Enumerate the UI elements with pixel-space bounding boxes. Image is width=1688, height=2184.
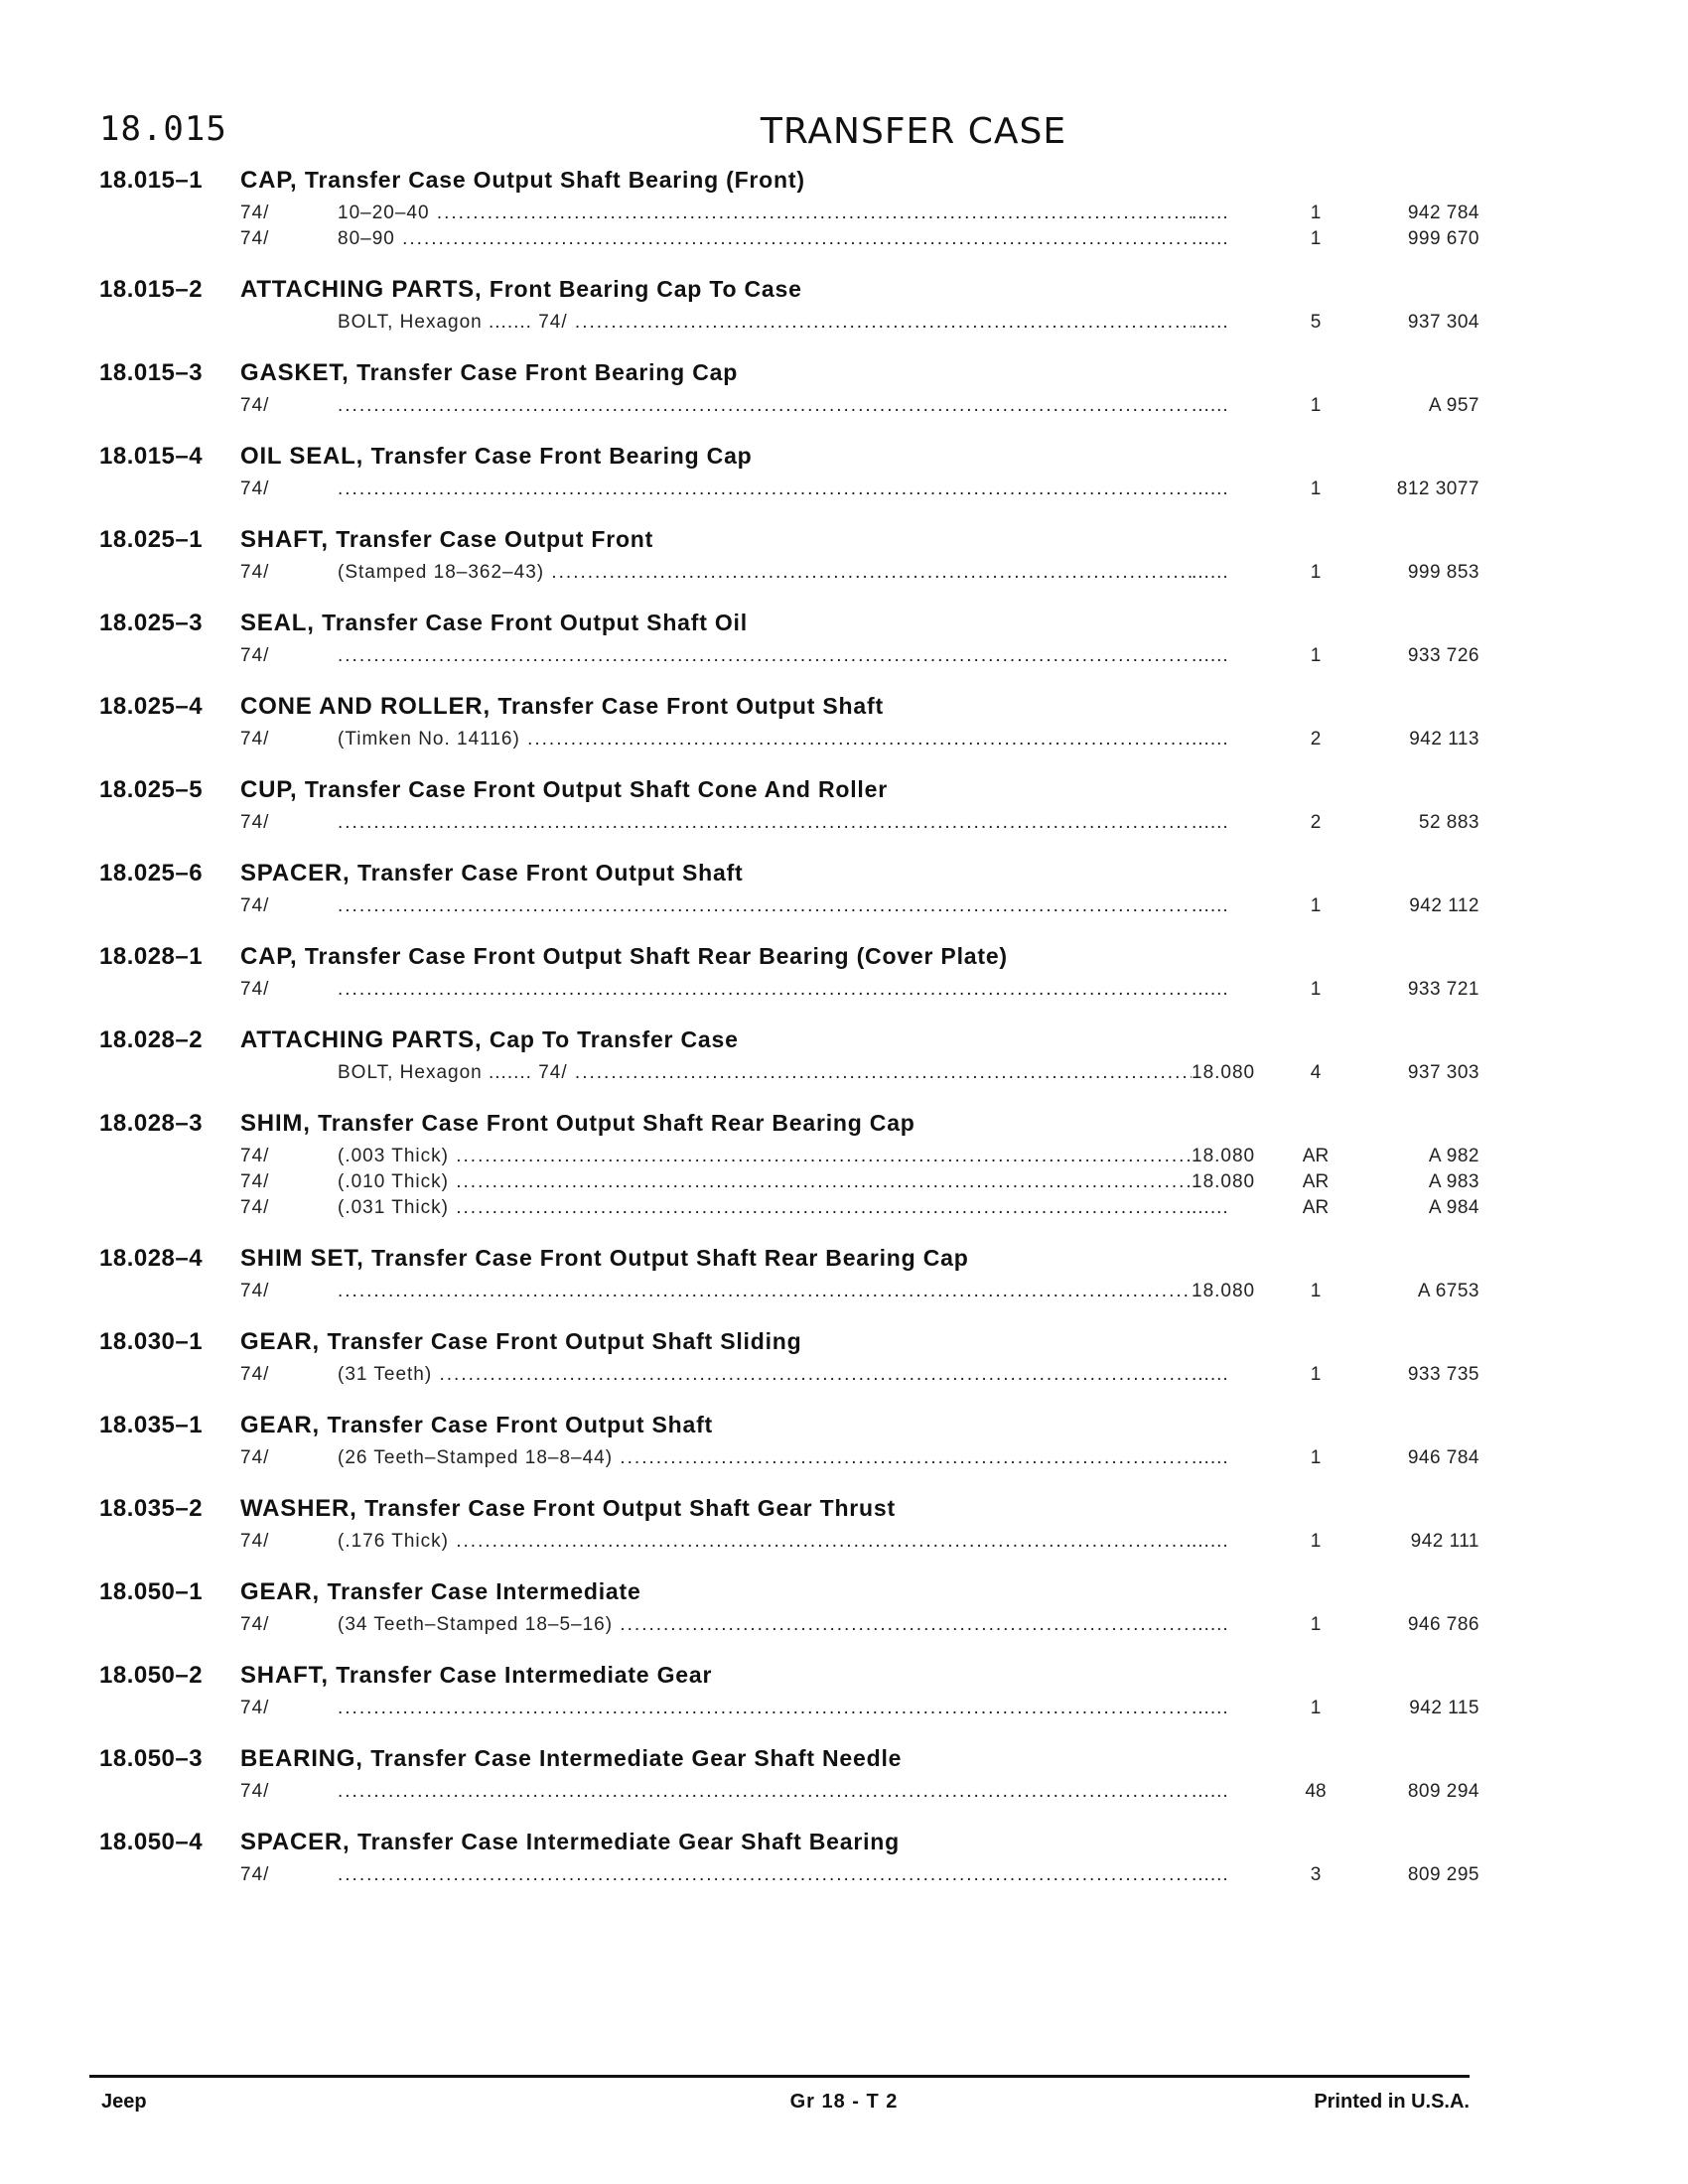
quantity: 1 bbox=[1310, 1698, 1322, 1718]
part-line bbox=[99, 979, 1479, 1005]
ref-number: 18.015–4 bbox=[99, 443, 204, 470]
entry-header bbox=[99, 1662, 1420, 1698]
ref-number: 18.050–2 bbox=[99, 1662, 204, 1689]
entry-header bbox=[99, 526, 1420, 562]
part-line bbox=[99, 729, 1479, 754]
reference-column: ...... bbox=[1192, 228, 1229, 249]
model-code: 74/ bbox=[240, 562, 270, 583]
part-description bbox=[240, 526, 653, 554]
quantity: AR bbox=[1302, 1197, 1330, 1218]
part-number: 942 112 bbox=[1409, 895, 1479, 916]
quantity: 1 bbox=[1310, 1364, 1322, 1385]
parts-entry bbox=[99, 1412, 1479, 1473]
parts-entry bbox=[99, 943, 1479, 1005]
part-description bbox=[240, 943, 1008, 971]
entry-header bbox=[99, 860, 1420, 895]
part-desc-text: Front Bearing Cap To Case bbox=[489, 276, 802, 302]
parts-entry bbox=[99, 776, 1479, 838]
model-code: 74/ bbox=[240, 395, 270, 416]
part-detail: BOLT, Hexagon ....... 74/ ..... bbox=[338, 312, 1192, 334]
ref-number: 18.028–1 bbox=[99, 943, 204, 970]
page-title: TRANSFER CASE bbox=[760, 111, 1067, 152]
part-name: ATTACHING PARTS, bbox=[240, 1026, 483, 1053]
parts-entry bbox=[99, 443, 1479, 504]
part-number: 933 721 bbox=[1407, 979, 1479, 1000]
part-line bbox=[99, 1447, 1479, 1473]
reference-column: ...... bbox=[1192, 1614, 1229, 1635]
part-number: 52 883 bbox=[1418, 812, 1479, 833]
part-desc-text: Transfer Case Front Output Shaft bbox=[497, 693, 884, 719]
model-code: 74/ bbox=[240, 1781, 270, 1802]
parts-entry bbox=[99, 1328, 1479, 1390]
part-description bbox=[240, 1110, 915, 1138]
parts-list bbox=[99, 167, 1479, 1912]
part-detail bbox=[338, 1864, 1192, 1886]
part-description bbox=[240, 776, 888, 804]
part-name: CAP, bbox=[240, 943, 298, 970]
part-name: SHIM SET, bbox=[240, 1245, 364, 1272]
part-name: SHAFT, bbox=[240, 1662, 329, 1689]
model-code: 74/ bbox=[240, 1447, 270, 1468]
parts-entry bbox=[99, 860, 1479, 921]
quantity: 3 bbox=[1310, 1864, 1322, 1885]
part-detail: (Timken No. 14116) ..... bbox=[338, 729, 1192, 751]
part-name: OIL SEAL, bbox=[240, 443, 364, 470]
part-number: 812 3077 bbox=[1396, 478, 1479, 499]
parts-entry bbox=[99, 610, 1479, 671]
part-number: A 983 bbox=[1428, 1171, 1479, 1192]
part-line bbox=[99, 1614, 1479, 1640]
part-detail: (26 Teeth–Stamped 18–8–44) ..... bbox=[338, 1447, 1192, 1469]
part-desc-text: Transfer Case Front Output Shaft Oil bbox=[322, 610, 748, 635]
part-number: A 957 bbox=[1428, 395, 1479, 416]
part-detail: 10–20–40 ..... bbox=[338, 203, 1192, 224]
part-description bbox=[240, 1026, 739, 1054]
part-desc-text: Transfer Case Front Bearing Cap bbox=[370, 443, 753, 469]
part-line bbox=[99, 228, 1479, 254]
reference-column: ...... bbox=[1192, 645, 1229, 666]
part-description bbox=[240, 1662, 712, 1690]
part-number: 933 735 bbox=[1407, 1364, 1479, 1385]
part-desc-text: Transfer Case Intermediate Gear Shaft Needle bbox=[370, 1745, 903, 1771]
part-line bbox=[99, 1197, 1479, 1223]
parts-entry bbox=[99, 1662, 1479, 1723]
part-line bbox=[99, 812, 1479, 838]
ref-number: 18.050–3 bbox=[99, 1745, 204, 1772]
reference-column: ...... bbox=[1192, 979, 1229, 1000]
parts-entry bbox=[99, 526, 1479, 588]
part-line bbox=[99, 203, 1479, 228]
reference-column: ...... bbox=[1192, 203, 1229, 223]
reference-column: ...... bbox=[1192, 1531, 1229, 1552]
entry-header bbox=[99, 359, 1420, 395]
part-detail: (31 Teeth) ..... bbox=[338, 1364, 1192, 1386]
part-name: ATTACHING PARTS, bbox=[240, 276, 483, 303]
page-number: 18.015 bbox=[99, 109, 227, 149]
part-line bbox=[99, 1864, 1479, 1890]
part-line bbox=[99, 1062, 1479, 1088]
part-name: SPACER, bbox=[240, 1829, 351, 1855]
reference-column: ...... bbox=[1192, 1197, 1229, 1218]
part-name: SHAFT, bbox=[240, 526, 329, 553]
model-code: 74/ bbox=[240, 729, 270, 750]
part-number: 942 111 bbox=[1410, 1531, 1479, 1552]
ref-number: 18.025–6 bbox=[99, 860, 204, 887]
entry-header bbox=[99, 1412, 1420, 1447]
part-desc-text: Transfer Case Front Bearing Cap bbox=[356, 359, 739, 385]
part-line bbox=[99, 1531, 1479, 1557]
part-desc-text: Transfer Case Front Output Shaft Cone And Roller bbox=[304, 776, 888, 802]
part-detail bbox=[338, 478, 1192, 500]
entry-header bbox=[99, 610, 1420, 645]
part-desc-text: Transfer Case Front Output Shaft Rear Bearing Cap bbox=[371, 1245, 969, 1271]
part-desc-text: Transfer Case Intermediate Gear Shaft Bearing bbox=[356, 1829, 901, 1854]
model-code: 74/ bbox=[240, 1197, 270, 1218]
quantity: 5 bbox=[1310, 312, 1322, 333]
part-line bbox=[99, 1281, 1479, 1306]
part-description bbox=[240, 443, 753, 471]
part-detail: BOLT, Hexagon ....... 74/ ..... bbox=[338, 1062, 1192, 1084]
quantity: 1 bbox=[1310, 562, 1322, 583]
part-number: A 982 bbox=[1428, 1146, 1479, 1166]
reference-column: ...... bbox=[1192, 1447, 1229, 1468]
part-desc-text: Transfer Case Front Output Shaft Rear Bearing Cap bbox=[318, 1110, 915, 1136]
entry-header bbox=[99, 943, 1420, 979]
ref-number: 18.025–5 bbox=[99, 776, 204, 803]
ref-number: 18.025–3 bbox=[99, 610, 204, 636]
ref-number: 18.015–3 bbox=[99, 359, 204, 386]
parts-entry bbox=[99, 1495, 1479, 1557]
model-code: 74/ bbox=[240, 1864, 270, 1885]
entry-header bbox=[99, 1110, 1420, 1146]
reference-column: ...... bbox=[1192, 812, 1229, 833]
parts-entry bbox=[99, 1110, 1479, 1223]
reference-column: ...... bbox=[1192, 478, 1229, 499]
parts-entry bbox=[99, 1026, 1479, 1088]
reference-column: ...... bbox=[1192, 562, 1229, 583]
part-description bbox=[240, 860, 744, 887]
part-number: 942 784 bbox=[1407, 203, 1479, 223]
quantity: 1 bbox=[1310, 1447, 1322, 1468]
quantity: 1 bbox=[1310, 1281, 1322, 1301]
parts-entry bbox=[99, 167, 1479, 254]
model-code: 74/ bbox=[240, 1281, 270, 1301]
entry-header bbox=[99, 276, 1420, 312]
entry-header bbox=[99, 167, 1420, 203]
ref-number: 18.028–4 bbox=[99, 1245, 204, 1272]
ref-number: 18.028–2 bbox=[99, 1026, 204, 1053]
part-number: 942 115 bbox=[1409, 1698, 1479, 1718]
footer-divider bbox=[89, 2075, 1470, 2078]
quantity: 1 bbox=[1310, 228, 1322, 249]
reference-column: ...... bbox=[1192, 1364, 1229, 1385]
parts-entry bbox=[99, 1829, 1479, 1890]
parts-entry bbox=[99, 359, 1479, 421]
part-desc-text: Transfer Case Intermediate Gear bbox=[336, 1662, 713, 1688]
part-detail: (.031 Thick) ..... bbox=[338, 1197, 1192, 1219]
parts-entry bbox=[99, 1578, 1479, 1640]
quantity: 2 bbox=[1310, 812, 1322, 833]
quantity: AR bbox=[1302, 1171, 1330, 1192]
quantity: 1 bbox=[1310, 895, 1322, 916]
part-name: WASHER, bbox=[240, 1495, 357, 1522]
entry-header bbox=[99, 443, 1420, 478]
part-number: 809 295 bbox=[1407, 1864, 1479, 1885]
part-number: 946 786 bbox=[1407, 1614, 1479, 1635]
part-name: GEAR, bbox=[240, 1328, 321, 1355]
part-number: 999 670 bbox=[1407, 228, 1479, 249]
part-name: GEAR, bbox=[240, 1578, 321, 1605]
part-description bbox=[240, 1829, 900, 1856]
entry-header bbox=[99, 1495, 1420, 1531]
quantity: 48 bbox=[1305, 1781, 1327, 1802]
entry-header bbox=[99, 1578, 1420, 1614]
part-description bbox=[240, 610, 748, 637]
model-code: 74/ bbox=[240, 979, 270, 1000]
part-detail bbox=[338, 645, 1192, 667]
entry-header bbox=[99, 1245, 1420, 1281]
part-name: CUP, bbox=[240, 776, 298, 803]
ref-number: 18.015–2 bbox=[99, 276, 204, 303]
quantity: 1 bbox=[1310, 979, 1322, 1000]
part-name: SEAL, bbox=[240, 610, 315, 636]
entry-header bbox=[99, 1026, 1420, 1062]
part-description bbox=[240, 1328, 801, 1356]
quantity: 4 bbox=[1310, 1062, 1322, 1083]
part-number: A 6753 bbox=[1417, 1281, 1479, 1301]
ref-number: 18.035–1 bbox=[99, 1412, 204, 1438]
footer-brand: Jeep bbox=[101, 2091, 147, 2113]
part-description bbox=[240, 1245, 969, 1273]
part-detail bbox=[338, 812, 1192, 834]
entry-header bbox=[99, 1328, 1420, 1364]
reference-column: ...... bbox=[1192, 729, 1229, 750]
footer-printed: Printed in U.S.A. bbox=[1314, 2091, 1470, 2113]
part-name: CONE AND ROLLER, bbox=[240, 693, 491, 720]
parts-entry bbox=[99, 1745, 1479, 1807]
quantity: 1 bbox=[1310, 645, 1322, 666]
part-desc-text: Transfer Case Front Output Shaft Gear Thrust bbox=[364, 1495, 896, 1521]
entry-header bbox=[99, 1829, 1420, 1864]
part-detail bbox=[338, 395, 1192, 417]
quantity: 1 bbox=[1310, 1614, 1322, 1635]
entry-header bbox=[99, 776, 1420, 812]
model-code: 74/ bbox=[240, 228, 270, 249]
quantity: 1 bbox=[1310, 478, 1322, 499]
ref-number: 18.025–1 bbox=[99, 526, 204, 553]
part-detail: (Stamped 18–362–43) ..... bbox=[338, 562, 1192, 584]
part-desc-text: Transfer Case Front Output Shaft bbox=[327, 1412, 714, 1437]
part-name: SPACER, bbox=[240, 860, 351, 887]
part-name: GEAR, bbox=[240, 1412, 321, 1438]
entry-header bbox=[99, 693, 1420, 729]
ref-number: 18.035–2 bbox=[99, 1495, 204, 1522]
model-code: 74/ bbox=[240, 203, 270, 223]
part-number: A 984 bbox=[1428, 1197, 1479, 1218]
part-description bbox=[240, 276, 802, 304]
part-desc-text: Transfer Case Intermediate bbox=[327, 1578, 641, 1604]
part-line bbox=[99, 1698, 1479, 1723]
model-code: 74/ bbox=[240, 1364, 270, 1385]
part-description bbox=[240, 1745, 902, 1773]
part-desc-text: Transfer Case Front Output Shaft bbox=[356, 860, 744, 886]
part-desc-text: Transfer Case Output Front bbox=[336, 526, 654, 552]
part-description bbox=[240, 359, 738, 387]
part-detail: 80–90 ..... bbox=[338, 228, 1192, 250]
part-number: 937 304 bbox=[1407, 312, 1479, 333]
part-line bbox=[99, 478, 1479, 504]
model-code: 74/ bbox=[240, 645, 270, 666]
part-detail bbox=[338, 1698, 1192, 1719]
part-description bbox=[240, 1412, 713, 1439]
part-name: SHIM, bbox=[240, 1110, 311, 1137]
part-name: BEARING, bbox=[240, 1745, 363, 1772]
part-desc-text: Transfer Case Output Shaft Bearing (Front) bbox=[304, 167, 805, 193]
parts-entry bbox=[99, 276, 1479, 338]
part-detail: (.010 Thick) ..... bbox=[338, 1171, 1192, 1193]
ref-number: 18.030–1 bbox=[99, 1328, 204, 1355]
part-line bbox=[99, 895, 1479, 921]
reference-column: ...... bbox=[1192, 895, 1229, 916]
model-code: 74/ bbox=[240, 1146, 270, 1166]
quantity: 1 bbox=[1310, 203, 1322, 223]
part-description bbox=[240, 1495, 896, 1523]
part-description bbox=[240, 167, 805, 195]
part-line bbox=[99, 562, 1479, 588]
reference-column: 18.080 bbox=[1192, 1146, 1256, 1166]
reference-column: 18.080 bbox=[1192, 1281, 1256, 1301]
part-detail bbox=[338, 979, 1192, 1001]
model-code: 74/ bbox=[240, 1614, 270, 1635]
part-detail: (34 Teeth–Stamped 18–5–16) ..... bbox=[338, 1614, 1192, 1636]
part-line bbox=[99, 1781, 1479, 1807]
reference-column: ...... bbox=[1192, 395, 1229, 416]
part-detail: (.176 Thick) ..... bbox=[338, 1531, 1192, 1553]
reference-column: ...... bbox=[1192, 1781, 1229, 1802]
ref-number: 18.050–1 bbox=[99, 1578, 204, 1605]
model-code: 74/ bbox=[240, 1531, 270, 1552]
part-name: CAP, bbox=[240, 167, 298, 194]
part-line bbox=[99, 1364, 1479, 1390]
part-number: 809 294 bbox=[1407, 1781, 1479, 1802]
part-line bbox=[99, 1146, 1479, 1171]
model-code: 74/ bbox=[240, 1171, 270, 1192]
reference-column: ...... bbox=[1192, 312, 1229, 333]
part-detail bbox=[338, 895, 1192, 917]
part-desc-text: Cap To Transfer Case bbox=[489, 1026, 739, 1052]
ref-number: 18.015–1 bbox=[99, 167, 204, 194]
quantity: AR bbox=[1302, 1146, 1330, 1166]
part-description bbox=[240, 693, 884, 721]
parts-entry bbox=[99, 693, 1479, 754]
part-detail bbox=[338, 1781, 1192, 1803]
model-code: 74/ bbox=[240, 812, 270, 833]
entry-header bbox=[99, 1745, 1420, 1781]
model-code: 74/ bbox=[240, 895, 270, 916]
ref-number: 18.025–4 bbox=[99, 693, 204, 720]
part-line bbox=[99, 1171, 1479, 1197]
part-detail bbox=[338, 1281, 1192, 1302]
footer-group-label: Gr 18 - T 2 bbox=[789, 2091, 899, 2113]
part-name: GASKET, bbox=[240, 359, 350, 386]
reference-column: 18.080 bbox=[1192, 1062, 1256, 1083]
part-number: 942 113 bbox=[1409, 729, 1479, 750]
part-line bbox=[99, 312, 1479, 338]
part-number: 999 853 bbox=[1407, 562, 1479, 583]
reference-column: 18.080 bbox=[1192, 1171, 1256, 1192]
model-code: 74/ bbox=[240, 1698, 270, 1718]
part-line bbox=[99, 645, 1479, 671]
part-desc-text: Transfer Case Front Output Shaft Rear Bearing (Cover Plate) bbox=[304, 943, 1008, 969]
part-detail: (.003 Thick) ..... bbox=[338, 1146, 1192, 1167]
quantity: 1 bbox=[1310, 395, 1322, 416]
part-number: 933 726 bbox=[1407, 645, 1479, 666]
ref-number: 18.050–4 bbox=[99, 1829, 204, 1855]
model-code: 74/ bbox=[240, 478, 270, 499]
quantity: 1 bbox=[1310, 1531, 1322, 1552]
part-line bbox=[99, 395, 1479, 421]
part-number: 937 303 bbox=[1407, 1062, 1479, 1083]
part-desc-text: Transfer Case Front Output Shaft Sliding bbox=[327, 1328, 802, 1354]
reference-column: ...... bbox=[1192, 1698, 1229, 1718]
part-description bbox=[240, 1578, 641, 1606]
reference-column: ...... bbox=[1192, 1864, 1229, 1885]
quantity: 2 bbox=[1310, 729, 1322, 750]
part-number: 946 784 bbox=[1407, 1447, 1479, 1468]
parts-entry bbox=[99, 1245, 1479, 1306]
ref-number: 18.028–3 bbox=[99, 1110, 204, 1137]
